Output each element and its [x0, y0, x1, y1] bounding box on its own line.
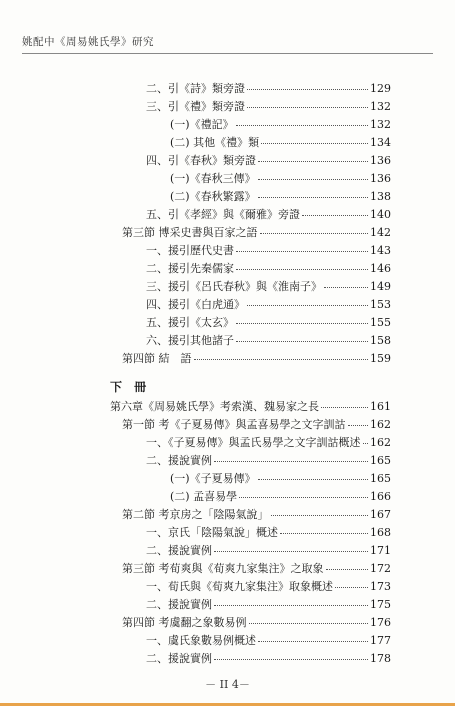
toc-entry-page: 129 — [370, 82, 391, 95]
toc-entry-label: 第三節 考荀爽與《荀爽九家集注》之取象 — [122, 562, 324, 575]
toc-entry-label: 四、引《春秋》類旁證 — [146, 154, 256, 167]
toc-entry[interactable] — [146, 80, 391, 98]
toc-entry-label: 二、援說實例 — [146, 652, 212, 665]
toc-entry[interactable] — [146, 206, 391, 224]
toc-entry-page: 132 — [370, 100, 391, 113]
toc-entry[interactable] — [146, 524, 391, 542]
toc-entry-label: 第一節 考《子夏易傳》與孟喜易學之文字訓詁 — [122, 418, 346, 431]
toc-entry-label: 三、引《禮》類旁證 — [146, 100, 245, 113]
toc-entry[interactable] — [146, 542, 391, 560]
toc-entry-label: 一、虞氏象數易例概述 — [146, 634, 256, 647]
toc-entry-page: 175 — [370, 598, 391, 611]
toc-entry-label: 五、引《孝經》與《爾雅》旁證 — [146, 208, 300, 221]
toc-entry-page: 132 — [370, 118, 391, 131]
toc-entry-page: 177 — [370, 634, 391, 647]
dot-leader — [236, 260, 368, 270]
toc-entry-label: 二、援說實例 — [146, 454, 212, 467]
toc-entry[interactable] — [146, 98, 391, 116]
toc-entry[interactable] — [170, 188, 391, 206]
toc-entry-page: 149 — [370, 280, 391, 293]
toc-entry-page: 142 — [370, 226, 391, 239]
dot-leader — [258, 470, 368, 480]
toc-entry-page: 155 — [370, 316, 391, 329]
toc-entry-page: 168 — [370, 526, 391, 539]
toc-entry-label: 三、援引《呂氏春秋》與《淮南子》 — [146, 280, 322, 293]
toc-entry[interactable] — [122, 614, 391, 632]
toc-entry[interactable] — [170, 170, 391, 188]
toc-entry-page: 178 — [370, 652, 391, 665]
dot-leader — [326, 560, 369, 570]
dot-leader — [271, 506, 369, 516]
dot-leader — [236, 242, 368, 252]
toc-entry-page: 167 — [370, 508, 391, 521]
dot-leader — [258, 188, 368, 198]
dot-leader — [258, 152, 368, 162]
dot-leader — [247, 98, 368, 108]
dot-leader — [247, 80, 368, 90]
toc-entry-label: (二) 其他《禮》類 — [170, 136, 260, 149]
dot-leader — [335, 578, 368, 588]
toc-entry[interactable] — [146, 278, 391, 296]
toc-entry-label: 四、援引《白虎通》 — [146, 298, 245, 311]
toc-entry-label: 二、援引先秦儒家 — [146, 262, 234, 275]
toc-entry[interactable] — [122, 506, 391, 524]
toc-entry-page: 153 — [370, 298, 391, 311]
toc-entry-label: 第四節 考虞翻之象數易例 — [122, 616, 247, 629]
toc-entry-label: 二、援說實例 — [146, 544, 212, 557]
toc-entry-label: (二)《春秋繁露》 — [170, 190, 256, 203]
dot-leader — [324, 278, 368, 288]
dot-leader — [302, 206, 368, 216]
toc-entry-label: 第六章《周易姚氏學》考索漢、魏易家之長 — [110, 400, 319, 413]
toc-entry[interactable] — [146, 596, 391, 614]
toc-entry-label: 第四節 結 語 — [122, 352, 192, 365]
toc-entry-page: 176 — [370, 616, 391, 629]
toc-entry-label: 五、援引《太玄》 — [146, 316, 234, 329]
toc-entry-page: 138 — [370, 190, 391, 203]
toc-entry-label: 一、《子夏易傳》與孟氏易學之文字訓詁概述 — [146, 436, 361, 449]
toc-entry-page: 143 — [370, 244, 391, 257]
dot-leader — [261, 134, 368, 144]
dot-leader — [260, 224, 369, 234]
dot-leader — [321, 398, 368, 408]
header-rule — [22, 53, 433, 54]
toc-entry[interactable] — [122, 350, 391, 368]
toc-entry-page: 136 — [370, 172, 391, 185]
dot-leader — [249, 614, 369, 624]
dot-leader — [239, 488, 368, 498]
toc-entry[interactable] — [146, 296, 391, 314]
dot-leader — [236, 314, 368, 324]
toc-entry[interactable] — [122, 560, 391, 578]
toc-entry[interactable] — [146, 242, 391, 260]
toc-entry[interactable] — [146, 632, 391, 650]
dot-leader — [214, 596, 368, 606]
dot-leader — [348, 416, 369, 426]
toc-entry[interactable] — [122, 224, 391, 242]
toc-entry-page: 165 — [370, 454, 391, 467]
toc-entry-page: 171 — [370, 544, 391, 557]
part-title: 下 冊 — [110, 380, 151, 394]
toc-entry-label: (二) 孟喜易學 — [170, 490, 238, 503]
toc-entry-label: 第三節 博采史書與百家之語 — [122, 226, 258, 239]
toc-entry-page: 165 — [370, 472, 391, 485]
toc-entry-label: 一、援引歷代史書 — [146, 244, 234, 257]
toc-entry-label: 第二節 考京房之「陰陽氣說」 — [122, 508, 269, 521]
dot-leader — [214, 542, 368, 552]
toc-entry[interactable] — [170, 134, 391, 152]
toc-entry[interactable] — [146, 434, 391, 452]
toc-entry-label: (一)《禮記》 — [170, 118, 234, 131]
toc-entry[interactable] — [170, 488, 391, 506]
dot-leader — [214, 650, 368, 660]
dot-leader — [194, 350, 369, 360]
toc-entry[interactable] — [146, 152, 391, 170]
dot-leader — [236, 116, 368, 126]
toc-entry[interactable] — [146, 452, 391, 470]
toc-entry-label: 一、荀氏與《荀爽九家集注》取象概述 — [146, 580, 333, 593]
toc-entry-label: (一)《春秋三傳》 — [170, 172, 256, 185]
toc-entry-label: (一)《子夏易傳》 — [170, 472, 256, 485]
dot-leader — [236, 332, 368, 342]
running-header: 姚配中《周易姚氏學》研究 — [22, 36, 154, 48]
toc-entry[interactable] — [122, 416, 391, 434]
page-number: － II 4－ — [205, 678, 250, 691]
toc-entry-page: 162 — [370, 436, 391, 449]
toc-entry[interactable] — [146, 578, 391, 596]
toc-entry-page: 134 — [370, 136, 391, 149]
dot-leader — [363, 434, 369, 444]
toc-entry[interactable] — [170, 116, 391, 134]
toc-entry-label: 六、援引其他諸子 — [146, 334, 234, 347]
dot-leader — [258, 632, 368, 642]
dot-leader — [214, 452, 368, 462]
toc-entry-page: 162 — [370, 418, 391, 431]
toc-entry[interactable] — [146, 314, 391, 332]
toc-entry-page: 172 — [370, 562, 391, 575]
toc-entry-label: 二、援說實例 — [146, 598, 212, 611]
toc-entry-page: 166 — [370, 490, 391, 503]
toc-entry[interactable] — [146, 650, 391, 668]
toc-entry-page: 161 — [370, 400, 391, 413]
toc-entry[interactable] — [110, 398, 391, 416]
toc-entry-page: 173 — [370, 580, 391, 593]
toc-entry-page: 140 — [370, 208, 391, 221]
dot-leader — [247, 296, 368, 306]
toc-entry-page: 158 — [370, 334, 391, 347]
toc-entry-label: 一、京氏「陰陽氣說」概述 — [146, 526, 278, 539]
toc-entry-page: 136 — [370, 154, 391, 167]
toc-entry[interactable] — [146, 332, 391, 350]
toc-entry[interactable] — [146, 260, 391, 278]
dot-leader — [258, 170, 368, 180]
toc-entry-label: 二、引《詩》類旁證 — [146, 82, 245, 95]
toc-entry-page: 159 — [370, 352, 391, 365]
toc-entry-page: 146 — [370, 262, 391, 275]
toc-entry[interactable] — [170, 470, 391, 488]
dot-leader — [280, 524, 368, 534]
